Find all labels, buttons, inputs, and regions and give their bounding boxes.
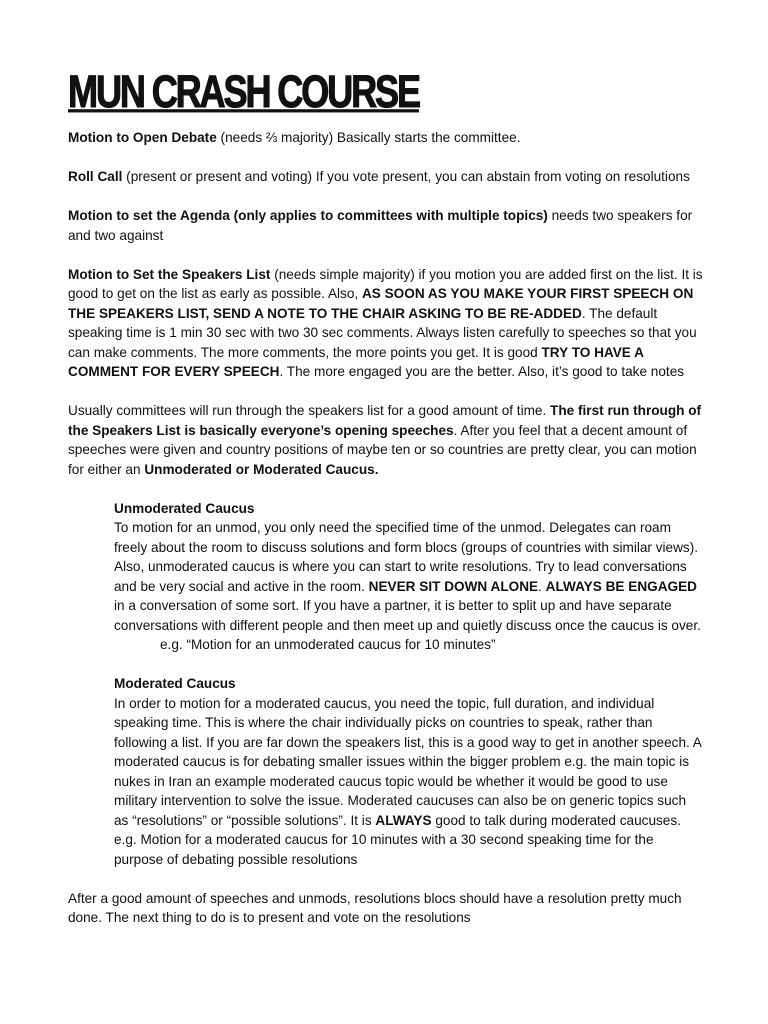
text-roll-call: (present or present and voting) If you vote present, you can abstain from voting on resolutions xyxy=(122,169,690,184)
emphasis-always: ALWAYS xyxy=(375,812,432,828)
text-open-debate: (needs ⅔ majority) Basically starts the committee. xyxy=(216,130,521,145)
emphasis-caucus-types: Unmoderated or Moderated Caucus. xyxy=(144,461,379,477)
text-unmod-3: in a conversation of some sort. If you have a partner, it is better to split up and have separate conversations with different people and then meet up and quietly discuss once the caucus is over. xyxy=(114,598,701,633)
paragraph-unmoderated-caucus xyxy=(114,518,704,635)
section-unmoderated-caucus xyxy=(68,499,704,636)
example-moderated-caucus: e.g. Motion for a moderated caucus for 10 minutes with a 30 second speaking time for the purpose of debating possible resolutions xyxy=(114,832,654,867)
term-agenda: Motion to set the Agenda (only applies to committees with multiple topics) xyxy=(68,208,548,223)
text-speakers-list-2: . The default speaking time is 1 min 30 sec with two 30 sec comments. Always listen carefully to speeches so that you can make comments. The more comments, the more points you get. It is good xyxy=(68,305,697,360)
text-unmod-2: . xyxy=(538,578,546,594)
emphasis-never-sit-alone: NEVER SIT DOWN ALONE xyxy=(368,578,539,594)
text-flow-2: . After you feel that a decent amount of speeches were given and country positions of maybe ten or so countries are pretty clear, you can motion for either an xyxy=(68,422,697,477)
paragraph-moderated-caucus xyxy=(114,694,704,831)
text-mod-2: good to talk during moderated caucuses. xyxy=(431,812,681,828)
heading-unmoderated-caucus: Unmoderated Caucus xyxy=(114,500,255,516)
example-unmoderated-caucus: e.g. “Motion for an unmoderated caucus for 10 minutes” xyxy=(160,637,496,652)
emphasis-comment-every-speech: TRY TO HAVE A COMMENT FOR EVERY SPEECH xyxy=(68,344,644,379)
paragraph-open-debate xyxy=(68,128,704,148)
paragraph-speakers-list xyxy=(68,265,704,382)
emphasis-always-engaged: ALWAYS BE ENGAGED xyxy=(545,578,697,594)
emphasis-re-added: AS SOON AS YOU MAKE YOUR FIRST SPEECH ON THE SPEAKERS LIST, SEND A NOTE TO THE CHAIR ASKING TO BE RE-ADDED xyxy=(68,286,694,321)
term-speakers-list: Motion to Set the Speakers List xyxy=(68,266,271,282)
paragraph-resolutions: After a good amount of speeches and unmods, resolutions blocs should have a resolution pretty much done. The next thing to do is to present and vote on the resolutions xyxy=(68,890,682,925)
paragraph-agenda xyxy=(68,206,704,245)
text-speakers-list-1: (needs simple majority) if you motion you are added first on the list. It is good to get on the list as early as possible. Also, xyxy=(68,266,703,301)
document-page xyxy=(68,66,704,928)
emphasis-opening-speeches: The first run through of the Speakers List is basically everyone’s opening speeches xyxy=(68,403,702,438)
text-agenda: needs two speakers for and two against xyxy=(68,208,693,243)
term-open-debate: Motion to Open Debate xyxy=(68,130,217,145)
text-flow-1: Usually committees will run through the speakers list for a good amount of time. xyxy=(68,403,551,418)
paragraph-roll-call xyxy=(68,167,704,187)
page-title: MUN CRASH COURSE xyxy=(68,66,419,117)
heading-moderated-caucus: Moderated Caucus xyxy=(114,676,236,691)
section-moderated-caucus xyxy=(68,674,704,869)
paragraph-committee-flow xyxy=(68,401,704,479)
term-roll-call: Roll Call xyxy=(68,169,123,184)
text-speakers-list-3: . The more engaged you are the better. Also, it’s good to take notes xyxy=(279,364,685,379)
text-unmod-1: To motion for an unmod, you only need the specified time of the unmod. Delegates can roam freely about the room to discuss solutions and form blocs (groups of countries with similar views). Also, unmoderated caucus is where you can start to write resolutions. Try to lead conversations and be very social and active in the room. xyxy=(114,520,699,594)
text-mod-1: In order to motion for a moderated caucus, you need the topic, full duration, and individual speaking time. This is where the chair individually picks on countries to speak, rather than following a list. If you are far down the speakers list, this is a good way to get in another speech. A moderated caucus is for debating smaller issues within the bigger problem e.g. the main topic is nukes in Iran an example moderated caucus topic would be whether it would be good to use military intervention to solve the issue. Moderated caucuses can also be on generic topics such as “resolutions” or “possible solutions”. It is xyxy=(114,695,702,828)
